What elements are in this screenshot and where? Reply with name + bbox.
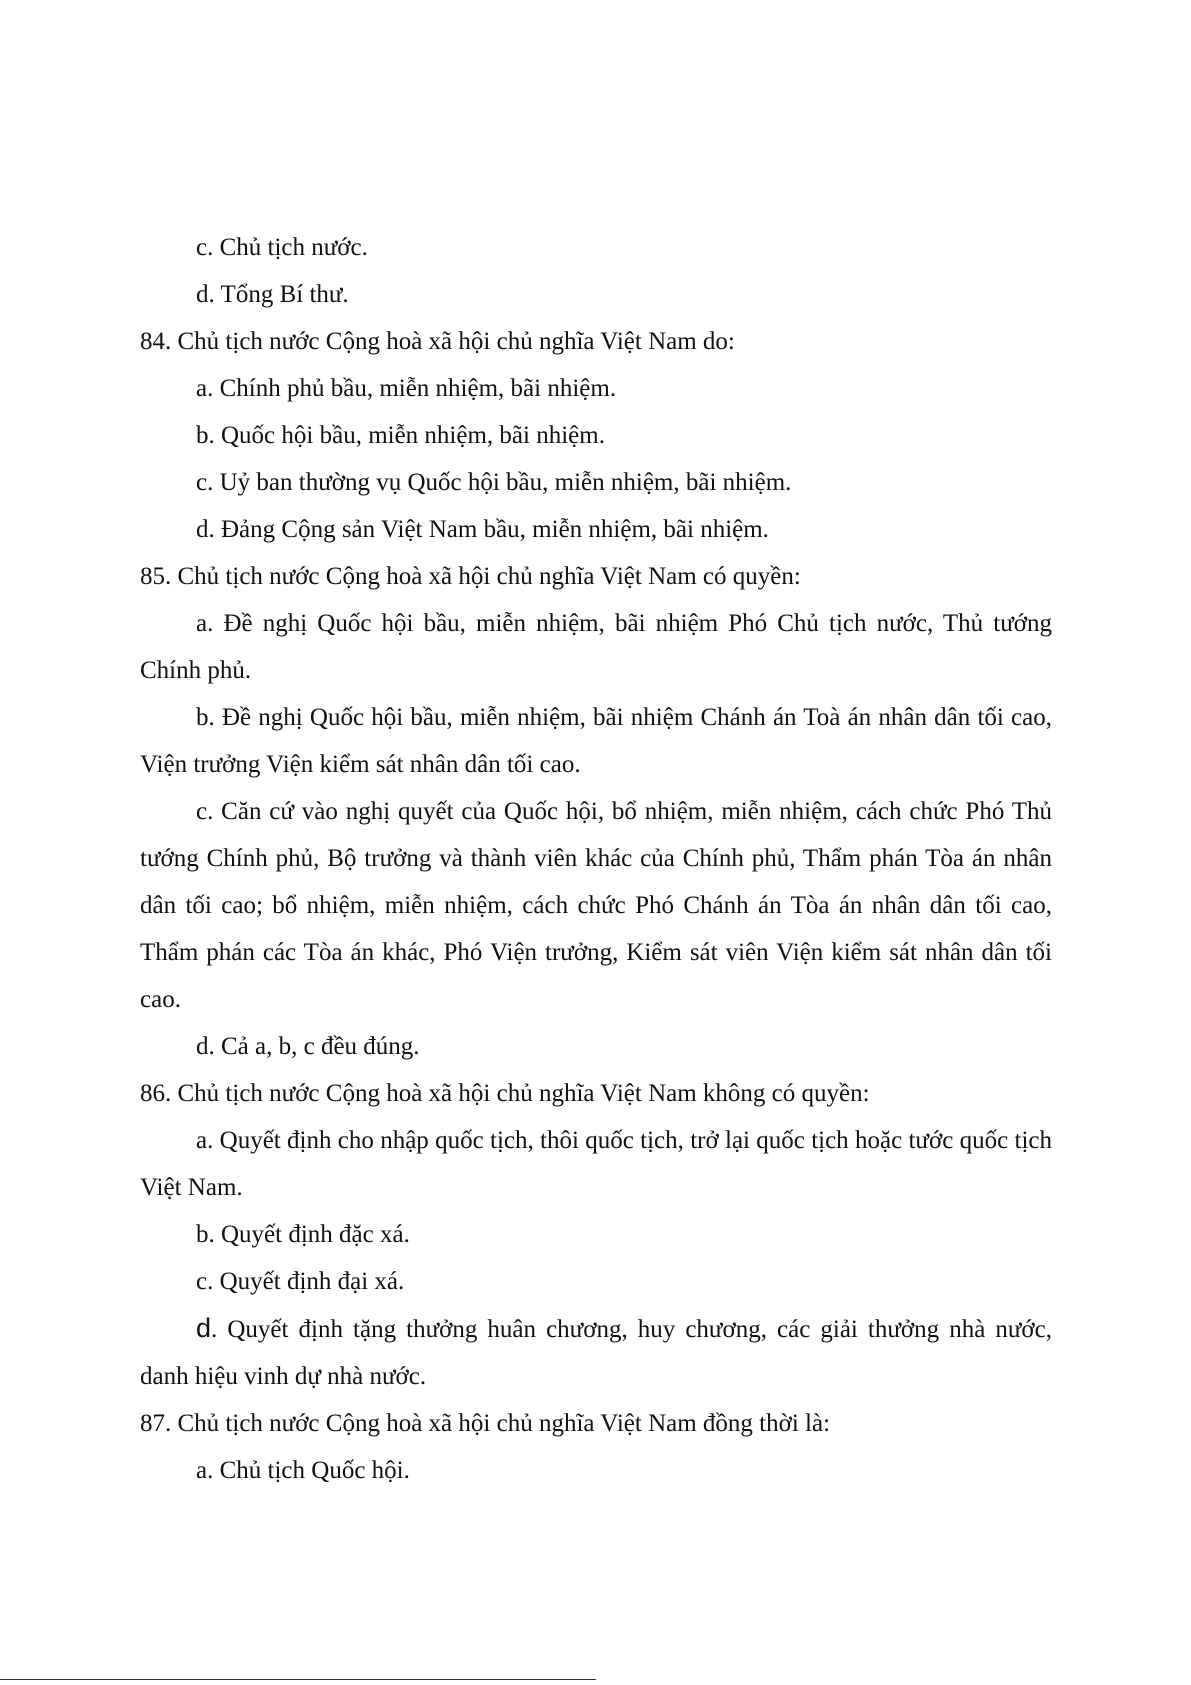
question-87: 87. Chủ tịch nước Cộng hoà xã hội chủ nghĩa Việt Nam đồng thời là: — [140, 1410, 831, 1437]
answer-85-c: c. Căn cứ vào nghị quyết của Quốc hội, bổ nhiệm, miễn nhiệm, cách chức Phó Thủ tướng Chính phủ, Bộ trưởng và thành viên khác của Chính phủ, Thẩm phán Tòa án nhân dân tối cao; bổ nhiệm, miễn nhiệm, cách chức Phó Chánh án Tòa án nhân dân tối cao, Thẩm phán các Tòa án khác, Phó Viện trưởng, Kiểm sát viên Viện kiểm sát nhân dân tối cao. — [140, 798, 1052, 1013]
page-content — [140, 224, 1052, 1494]
answer-86-d — [140, 1305, 1052, 1400]
answer-86-b: b. Quyết định đặc xá. — [196, 1221, 410, 1248]
question-84: 84. Chủ tịch nước Cộng hoà xã hội chủ nghĩa Việt Nam do: — [140, 328, 735, 355]
answer-84-d: d. Đảng Cộng sản Việt Nam bầu, miễn nhiệm, bãi nhiệm. — [196, 516, 769, 543]
answer-84-b: b. Quốc hội bầu, miễn nhiệm, bãi nhiệm. — [196, 422, 605, 449]
answer-text: . Quyết định tặng thưởng huân chương, huy chương, các giải thưởng nhà nước, danh hiệu vinh dự nhà nước. — [140, 1316, 1052, 1390]
answer-85-d: d. Cả a, b, c đều đúng. — [196, 1033, 420, 1060]
footnote-divider — [0, 1679, 596, 1680]
answer-85-b: b. Đề nghị Quốc hội bầu, miễn nhiệm, bãi nhiệm Chánh án Toà án nhân dân tối cao, Viện trưởng Viện kiểm sát nhân dân tối cao. — [140, 704, 1052, 778]
answer-83-c: c. Chủ tịch nước. — [196, 234, 368, 261]
answer-86-a: a. Quyết định cho nhập quốc tịch, thôi quốc tịch, trở lại quốc tịch hoặc tước quốc tịch Việt Nam. — [140, 1127, 1052, 1201]
answer-83-d: d. Tổng Bí thư. — [196, 281, 349, 308]
answer-85-a: a. Đề nghị Quốc hội bầu, miễn nhiệm, bãi nhiệm Phó Chủ tịch nước, Thủ tướng Chính phủ. — [140, 610, 1052, 684]
question-86: 86. Chủ tịch nước Cộng hoà xã hội chủ nghĩa Việt Nam không có quyền: — [140, 1080, 870, 1107]
answer-84-a: a. Chính phủ bầu, miễn nhiệm, bãi nhiệm. — [196, 375, 617, 402]
answer-letter: d — [196, 1313, 212, 1343]
answer-84-c: c. Uỷ ban thường vụ Quốc hội bầu, miễn nhiệm, bãi nhiệm. — [196, 469, 792, 496]
answer-86-c: c. Quyết định đại xá. — [196, 1268, 405, 1295]
question-85: 85. Chủ tịch nước Cộng hoà xã hội chủ nghĩa Việt Nam có quyền: — [140, 563, 801, 590]
answer-87-a: a. Chủ tịch Quốc hội. — [196, 1457, 410, 1484]
